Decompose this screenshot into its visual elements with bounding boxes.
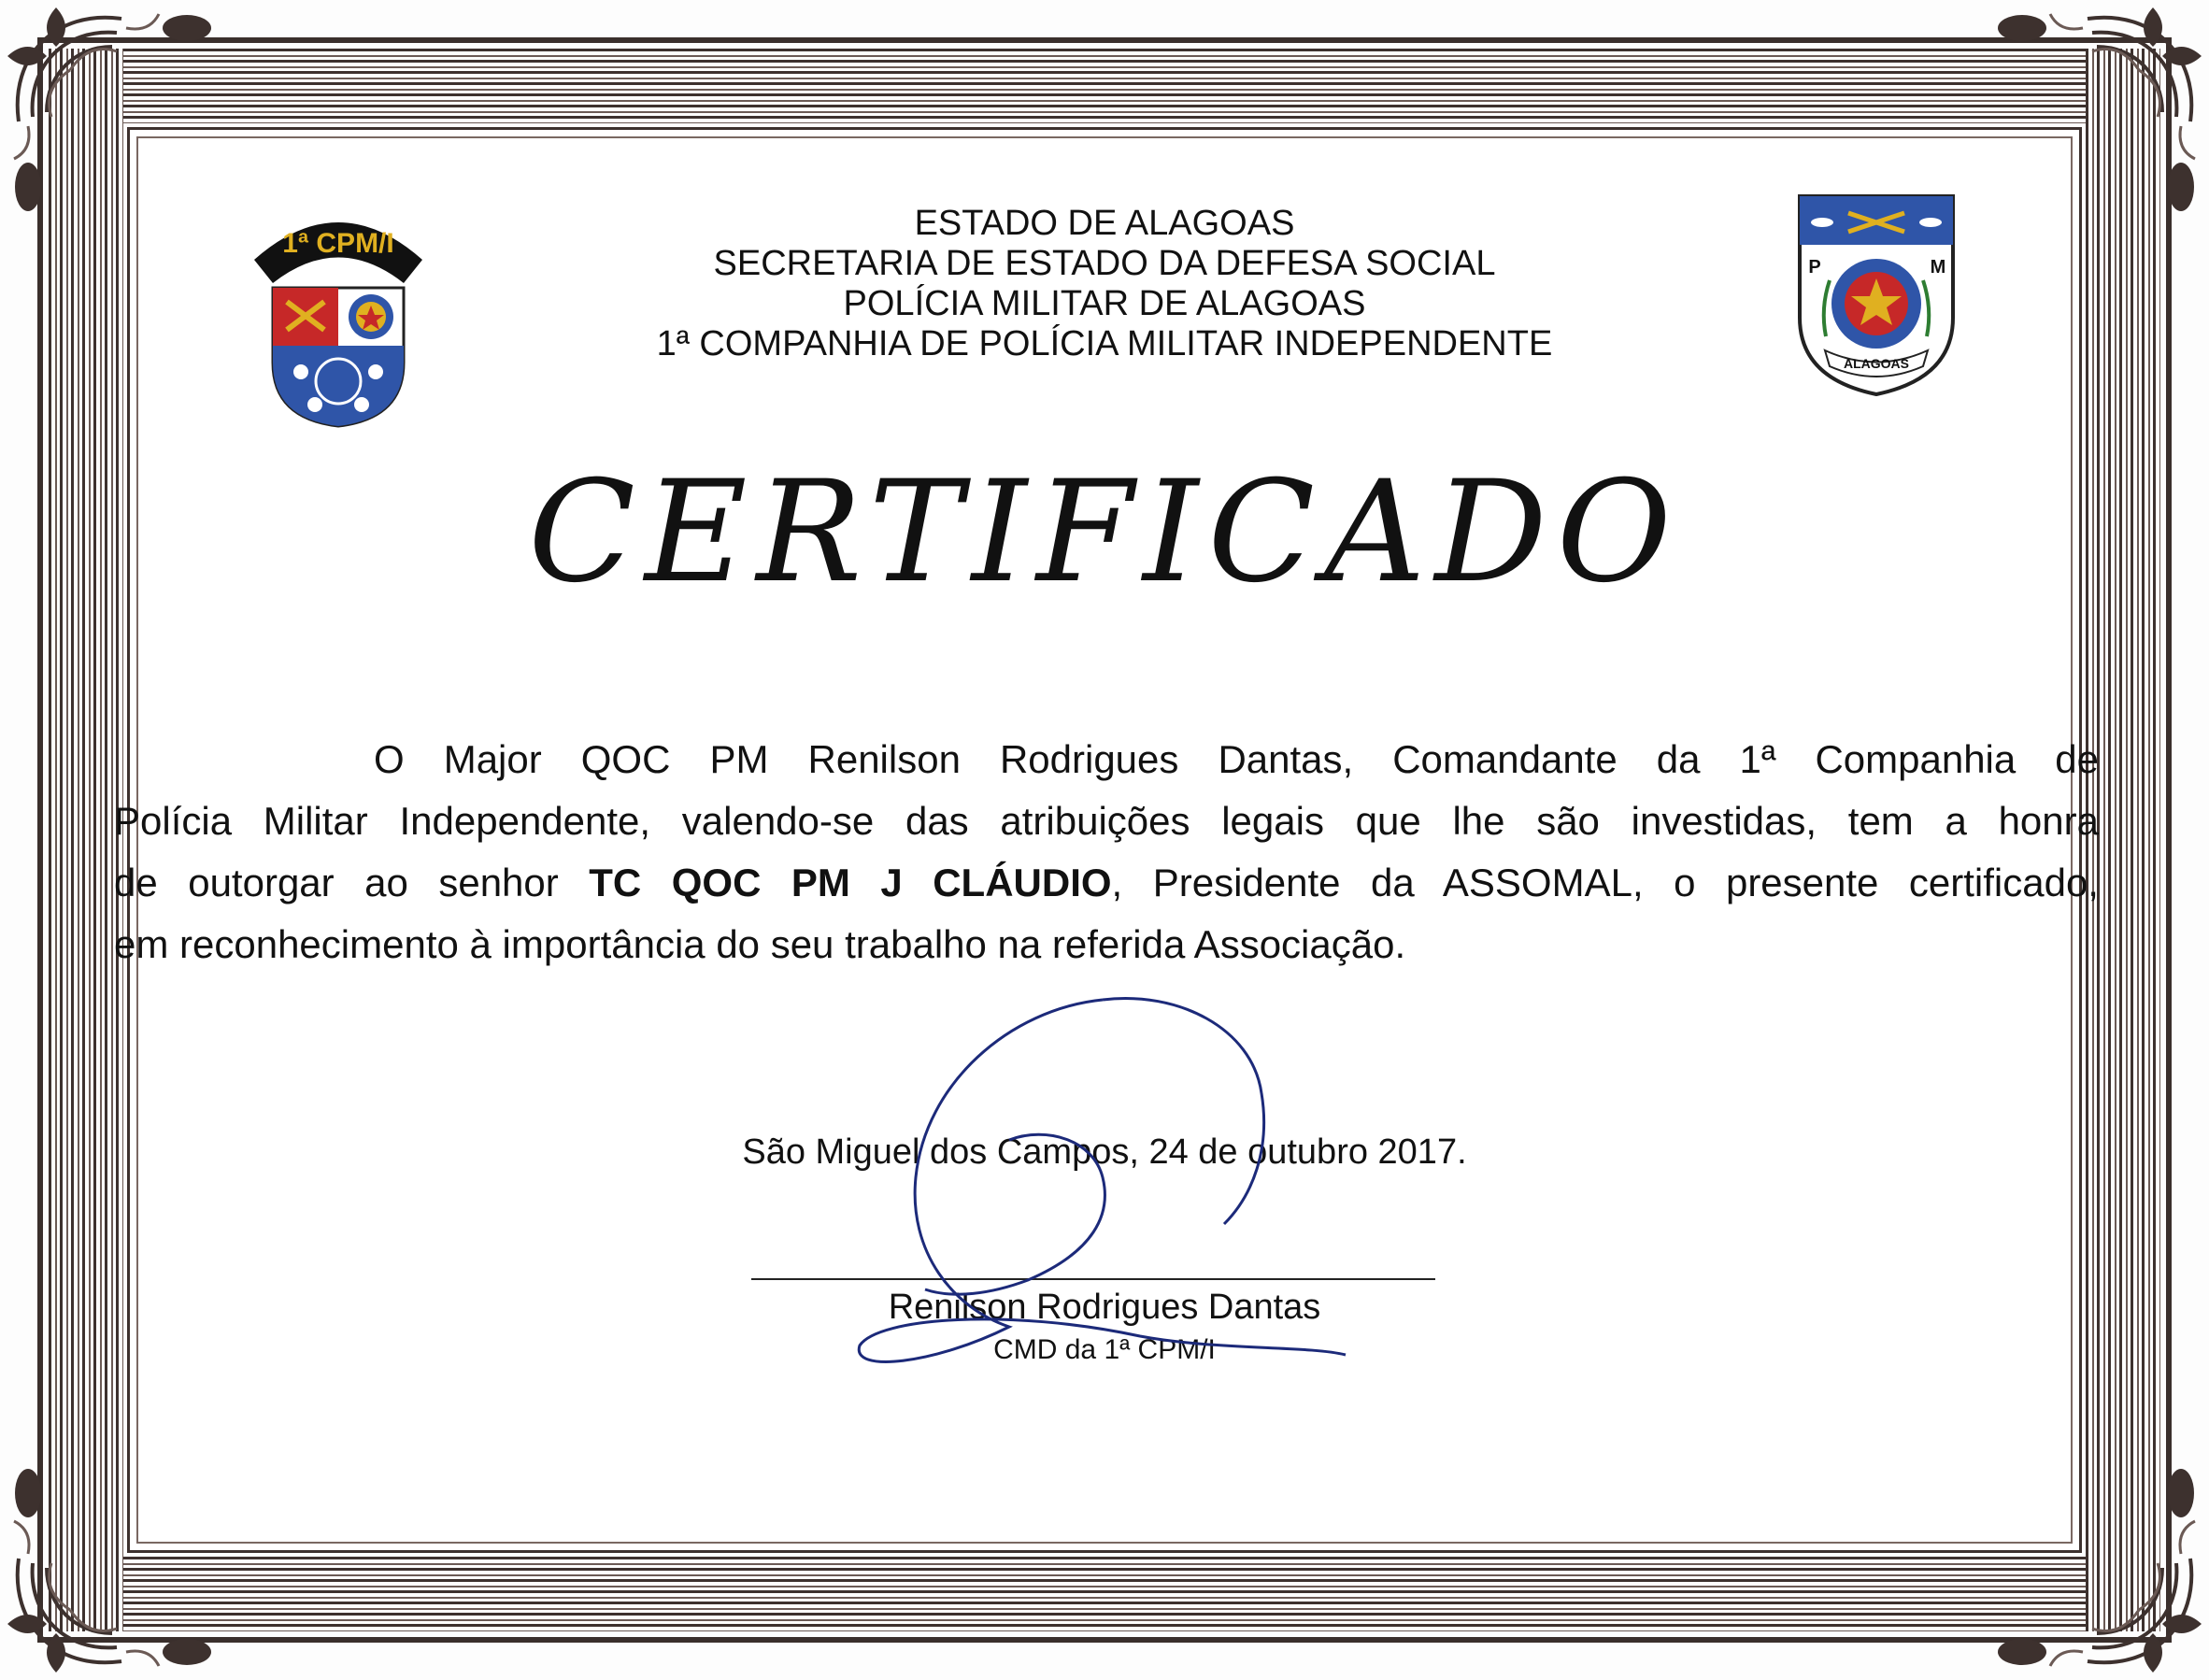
- border-band-left: [49, 49, 123, 1631]
- header-line-secretariat: SECRETARIA DE ESTADO DA DEFESA SOCIAL: [713, 244, 1496, 283]
- border-band-bottom: [49, 1557, 2160, 1631]
- header-line-police: POLÍCIA MILITAR DE ALAGOAS: [843, 284, 1366, 323]
- signer-name: Renilson Rodrigues Dantas: [888, 1288, 1321, 1327]
- body-line-3-post: , Presidente da ASSOMAL, o presente certificado,: [1111, 861, 2099, 904]
- issuer-header: [467, 204, 1742, 364]
- border-band-top: [49, 49, 2160, 123]
- corner-ornament-icon: [0, 1465, 215, 1680]
- signature-line: [751, 1278, 1435, 1280]
- emblem-letter-p: P: [1808, 257, 1821, 278]
- corner-ornament-icon: [1994, 0, 2209, 215]
- emblem-banner-text: ALAGOAS: [1844, 356, 1909, 371]
- certificate-title: CERTIFICADO: [528, 451, 1681, 614]
- emblem-banner-text: 1ª CPM/I: [282, 228, 394, 259]
- company-shield-emblem: [245, 194, 432, 428]
- honoree-name: TC QOC PM J CLÁUDIO: [589, 861, 1112, 904]
- certificate-body: [114, 729, 2099, 975]
- body-line-2: Polícia Militar Independente, valendo-se das atribuições legais que lhe são investidas, tem a honra: [114, 799, 2099, 843]
- military-police-shield-emblem: [1792, 187, 1960, 397]
- signer-role: CMD da 1ª CPM/I: [993, 1334, 1216, 1365]
- corner-ornament-icon: [0, 0, 215, 215]
- header-line-company: 1ª COMPANHIA DE POLÍCIA MILITAR INDEPENDENTE: [656, 324, 1553, 363]
- body-line-3-pre: de outorgar ao senhor: [114, 861, 590, 904]
- body-line-4: em reconhecimento à importância do seu trabalho na referida Associação.: [114, 922, 1406, 966]
- body-line-3: [114, 852, 2099, 914]
- place-and-date: São Miguel dos Campos, 24 de outubro 2017.: [742, 1132, 1467, 1172]
- corner-ornament-icon: [1994, 1465, 2209, 1680]
- header-line-state: ESTADO DE ALAGOAS: [914, 204, 1295, 243]
- emblem-letter-m: M: [1930, 257, 1946, 278]
- body-line-1: O Major QOC PM Renilson Rodrigues Dantas, Comandante da 1ª Companhia de: [374, 737, 2099, 781]
